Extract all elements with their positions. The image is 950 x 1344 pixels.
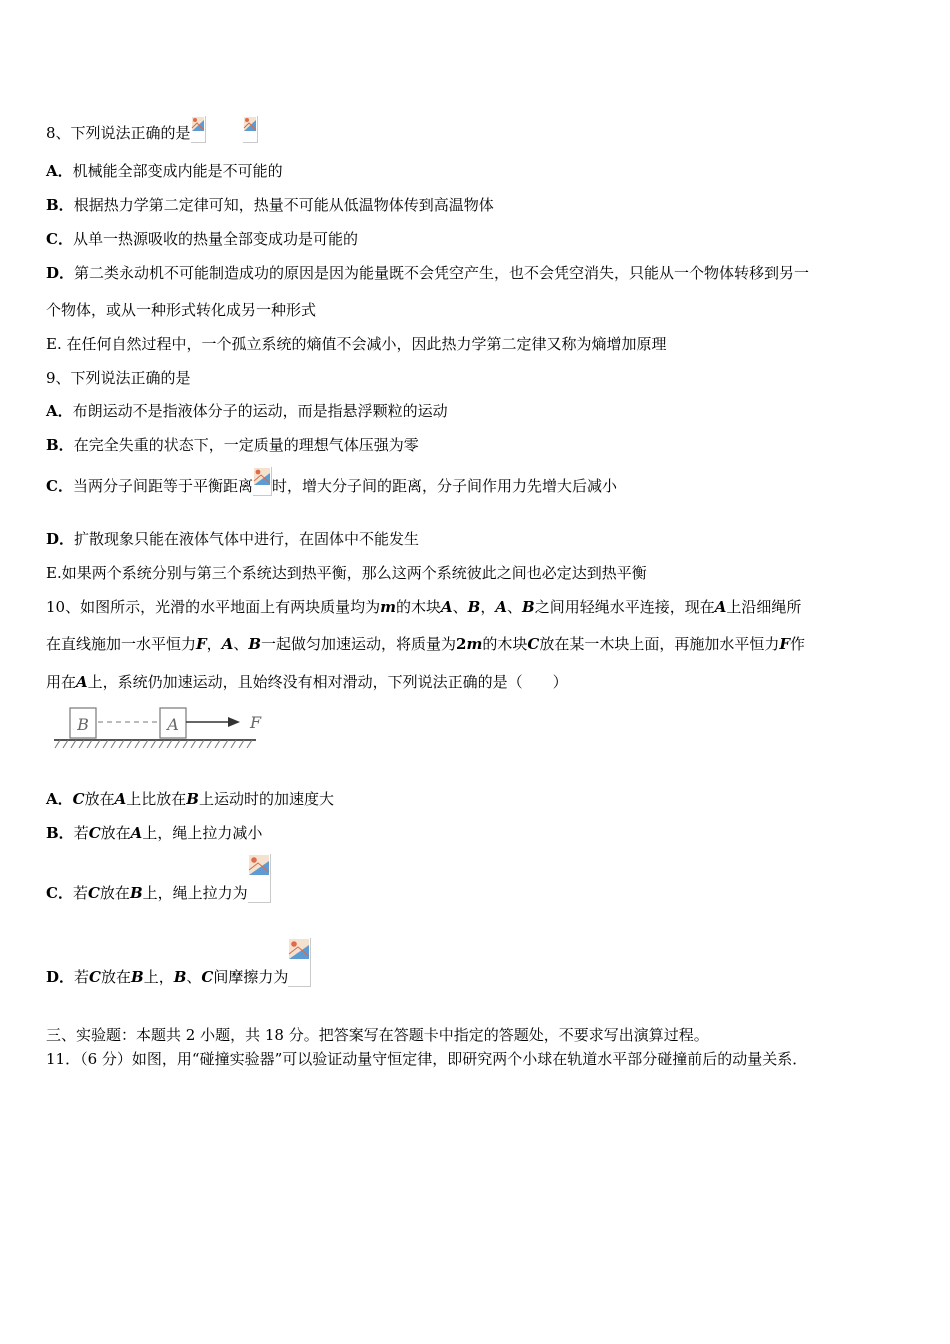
q9-option-b: B．在完全失重的状态下，一定质量的理想气体压强为零 bbox=[46, 436, 419, 454]
q9-option-c: C．当两分子间距等于平衡距离 时，增大分子间的距离，分子间作用力先增大后减小 bbox=[46, 467, 617, 496]
q10-option-a: A．C放在A上比放在B上运动时的加速度大 bbox=[46, 790, 334, 808]
broken-image-icon bbox=[191, 116, 206, 143]
q8-option-a: A．机械能全部变成内能是不可能的 bbox=[46, 162, 283, 180]
q11-stem: 11．（6 分）如图，用“碰撞实验器”可以验证动量守恒定律，即研究两个小球在轨道水平部分碰撞前后的动量关系． bbox=[46, 1050, 808, 1068]
section3-heading: 三、实验题：本题共 2 小题，共 18 分。把答案写在答题卡中指定的答题处，不要求写出演算过程。 bbox=[46, 1026, 709, 1044]
broken-image-icon bbox=[243, 116, 258, 143]
block-a-label: A bbox=[167, 715, 179, 734]
q10-option-d: D．若C放在B上，B、C间摩擦力为 bbox=[46, 937, 311, 989]
q8-option-d: D．第二类永动机不可能制造成功的原因是因为能量既不会凭空产生，也不会凭空消失，只能从一个物体转移到另一 bbox=[46, 264, 810, 282]
q9-option-d: D．扩散现象只能在液体气体中进行，在固体中不能发生 bbox=[46, 530, 420, 548]
q10-option-b: B．若C放在A上，绳上拉力减小 bbox=[46, 824, 263, 842]
q10-stem-line1: 10、如图所示，光滑的水平地面上有两块质量均为m的木块A、B，A、B之间用轻绳水平连接，现在A上沿细绳所 bbox=[46, 598, 802, 616]
q10-option-c: C．若C放在B上，绳上拉力为 bbox=[46, 853, 271, 905]
q10-stem-line3: 用在A上，系统仍加速运动，且始终没有相对滑动，下列说法正确的是（ ） bbox=[46, 673, 568, 691]
blocks-on-ground-diagram bbox=[52, 700, 272, 760]
q8-option-d-cont: 个物体，或从一种形式转化成另一种形式 bbox=[46, 301, 317, 319]
q10-stem-line2: 在直线施加一水平恒力F，A、B一起做匀加速运动，将质量为2m的木块C放在某一木块上面，再施加水平恒力F作 bbox=[46, 635, 806, 653]
q8-option-e: E. 在任何自然过程中，一个孤立系统的熵值不会减小，因此热力学第二定律又称为熵增加原理 bbox=[46, 335, 667, 353]
broken-image-icon bbox=[288, 938, 311, 987]
q9-option-e: E.如果两个系统分别与第三个系统达到热平衡，那么这两个系统彼此之间也必定达到热平衡 bbox=[46, 564, 647, 582]
force-label: F bbox=[250, 713, 262, 732]
q10-figure bbox=[52, 700, 272, 764]
q9-stem: 9、下列说法正确的是 bbox=[46, 369, 191, 387]
q9-option-a: A．布朗运动不是指液体分子的运动，而是指悬浮颗粒的运动 bbox=[46, 402, 448, 420]
q8-stem: 8、下列说法正确的是 bbox=[46, 116, 258, 143]
ground-hatching bbox=[55, 740, 252, 748]
q8-option-b: B．根据热力学第二定律可知，热量不可能从低温物体传到高温物体 bbox=[46, 196, 494, 214]
block-b-label: B bbox=[77, 715, 89, 734]
force-arrowhead bbox=[228, 717, 240, 727]
q8-option-c: C．从单一热源吸收的热量全部变成功是可能的 bbox=[46, 230, 358, 248]
broken-image-icon bbox=[253, 467, 272, 496]
broken-image-icon bbox=[248, 854, 271, 903]
